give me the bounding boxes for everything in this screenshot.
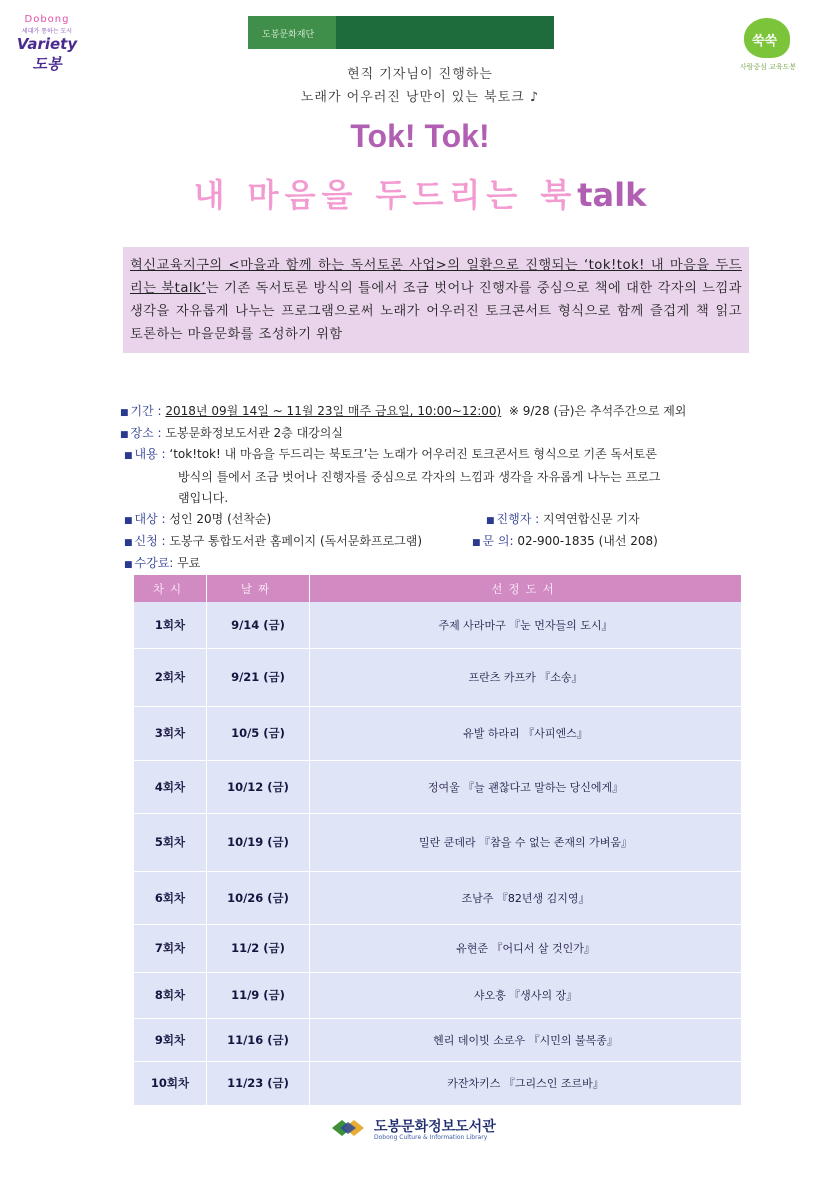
place-line	[120, 424, 343, 441]
period-label: 기간 :	[130, 404, 162, 418]
content-value-2: 방식의 틀에서 조금 벗어나 진행자를 중심으로 각자의 느낌과 생각을 자유롭게 나누는 프로그	[178, 470, 661, 484]
book-cell: 밀란 쿤데라 『참을 수 없는 존재의 가벼움』	[310, 813, 742, 871]
book-cell: 정여울 『늘 괜찮다고 말하는 당신에게』	[310, 760, 742, 813]
purpose-underlined: 혁신교육지구의 <마을과 함께 하는 독서토론 사업>의 일환으로 진행되는 ‘tok!tok! 내 마음을 두드리는 북talk’	[130, 258, 742, 296]
dobong-culture-foundation-banner	[248, 16, 554, 49]
book-cell: 프란츠 카프카 『소송』	[310, 648, 742, 706]
table-row	[134, 1018, 742, 1061]
date-cell: 11/2 (금)	[207, 924, 310, 972]
table-row	[134, 706, 742, 760]
date-cell: 10/19 (금)	[207, 813, 310, 871]
table-row	[134, 602, 742, 648]
fee-value: 무료	[177, 556, 201, 570]
date-cell: 10/5 (금)	[207, 706, 310, 760]
apply-label: 신청 :	[134, 534, 166, 548]
library-diamond-icon	[330, 1118, 370, 1138]
schedule-table	[134, 575, 742, 1106]
content-value-3: 램입니다.	[178, 491, 229, 505]
title-main	[0, 170, 840, 216]
foundation-logo	[248, 16, 336, 49]
logo-mark-text: 쑥쑥	[752, 34, 778, 49]
inquiry-value: 02-900-1835 (내선 208)	[517, 534, 658, 548]
period-line	[120, 402, 686, 419]
purpose-box	[123, 247, 749, 353]
square-bullet-icon: ■	[124, 560, 133, 570]
apply-line	[124, 532, 422, 549]
session-cell: 4회차	[134, 760, 207, 813]
purpose-text: 는 기존 독서토론 방식의 틀에서 조금 벗어나 진행자를 중심으로 책에 대한 각자의 느낌과 생각을 자유롭게 나누는 프로그램으로써 노래가 어우러진 토크콘서트 형식으로 함께 즐겁게 책 읽고 토론하는 마을문화를 조성하기 위함	[130, 281, 742, 342]
session-cell: 3회차	[134, 706, 207, 760]
header-date: 날짜	[207, 575, 310, 602]
header-session: 차시	[134, 575, 207, 602]
table-row	[134, 813, 742, 871]
content-value-1: ‘tok!tok! 내 마음을 두드리는 북토크’는 노래가 어우러진 토크콘서트 형식으로 기존 독서토론	[169, 447, 657, 461]
session-cell: 8회차	[134, 972, 207, 1018]
book-cell: 유발 하라리 『사피엔스』	[310, 706, 742, 760]
table-row	[134, 924, 742, 972]
target-line	[124, 510, 271, 527]
table-header-row	[134, 575, 742, 602]
library-english-name: Dobong Culture & Information Library	[374, 1134, 488, 1141]
title-talk: talk	[577, 176, 647, 214]
date-cell: 11/23 (금)	[207, 1061, 310, 1105]
square-bullet-icon: ■	[124, 538, 133, 548]
session-cell: 2회차	[134, 648, 207, 706]
session-cell: 10회차	[134, 1061, 207, 1105]
apply-value: 도봉구 통합도서관 홈페이지 (독서문화프로그램)	[169, 534, 423, 548]
square-bullet-icon: ■	[486, 516, 495, 526]
target-label: 대상 :	[134, 512, 166, 526]
inquiry-line	[472, 532, 658, 549]
session-cell: 5회차	[134, 813, 207, 871]
table-row	[134, 1061, 742, 1105]
variety-dobong-logo	[10, 14, 84, 73]
host-line	[486, 510, 640, 527]
content-block	[124, 444, 714, 509]
date-cell: 11/16 (금)	[207, 1018, 310, 1061]
book-cell: 헨리 데이빗 소로우 『시민의 불복종』	[310, 1018, 742, 1061]
book-cell: 주제 사라마구 『눈 먼자들의 도시』	[310, 602, 742, 648]
intro-line-2: 노래가 어우러진 낭만이 있는 북토크 ♪	[300, 90, 540, 105]
logo-caption: 사람중심 교육도봉	[739, 63, 797, 71]
session-cell: 9회차	[134, 1018, 207, 1061]
inquiry-label: 문 의:	[482, 534, 514, 548]
fee-label: 수강료:	[134, 556, 174, 570]
host-label: 진행자 :	[496, 512, 540, 526]
book-cell: 샤오훙 『생사의 장』	[310, 972, 742, 1018]
header-book: 선정도서	[310, 575, 742, 602]
book-cell: 유현준 『어디서 살 것인가』	[310, 924, 742, 972]
square-bullet-icon: ■	[124, 516, 133, 526]
table-row	[134, 871, 742, 924]
fee-line	[124, 554, 200, 571]
date-cell: 10/26 (금)	[207, 871, 310, 924]
leaf-mark-icon	[744, 18, 790, 58]
library-name: 도봉문화정보도서관	[374, 1119, 496, 1135]
book-cell: 조남주 『82년생 김지영』	[310, 871, 742, 924]
book-cell: 카잔차키스 『그리스인 조르바』	[310, 1061, 742, 1105]
square-bullet-icon: ■	[120, 408, 129, 418]
date-cell: 9/21 (금)	[207, 648, 310, 706]
table-row	[134, 760, 742, 813]
date-cell: 11/9 (금)	[207, 972, 310, 1018]
square-bullet-icon: ■	[472, 538, 481, 548]
logo-main-text: Variety 도봉	[16, 35, 78, 73]
period-value: 2018년 09월 14일 ~ 11월 23일 매주 금요일, 10:00~12:00)	[165, 404, 502, 418]
session-cell: 6회차	[134, 871, 207, 924]
place-value: 도봉문화정보도서관 2층 대강의실	[165, 426, 343, 440]
foundation-name: 도봉문화재단	[262, 30, 315, 40]
target-value: 성인 20명 (선착순)	[169, 512, 272, 526]
logo-slogan: 세대가 통하는 도시	[21, 28, 73, 35]
intro-line-1: 현직 기자님이 진행하는	[347, 67, 493, 82]
square-bullet-icon: ■	[124, 451, 133, 461]
library-footer-logo	[330, 1114, 530, 1144]
period-note: ※ 9/28 (금)은 추석주간으로 제외	[508, 404, 687, 418]
logo-dots-text: Dobong	[24, 14, 70, 25]
session-cell: 1회차	[134, 602, 207, 648]
title-korean: 내 마음을 두드리는 북	[193, 176, 578, 214]
date-cell: 10/12 (금)	[207, 760, 310, 813]
session-cell: 7회차	[134, 924, 207, 972]
content-label: 내용 :	[134, 447, 166, 461]
table-row	[134, 972, 742, 1018]
table-row	[134, 648, 742, 706]
title-tok-tok: Tok! Tok!	[350, 118, 490, 154]
place-label: 장소 :	[130, 426, 162, 440]
square-bullet-icon: ■	[120, 430, 129, 440]
host-value: 지역연합신문 기자	[542, 512, 640, 526]
date-cell: 9/14 (금)	[207, 602, 310, 648]
